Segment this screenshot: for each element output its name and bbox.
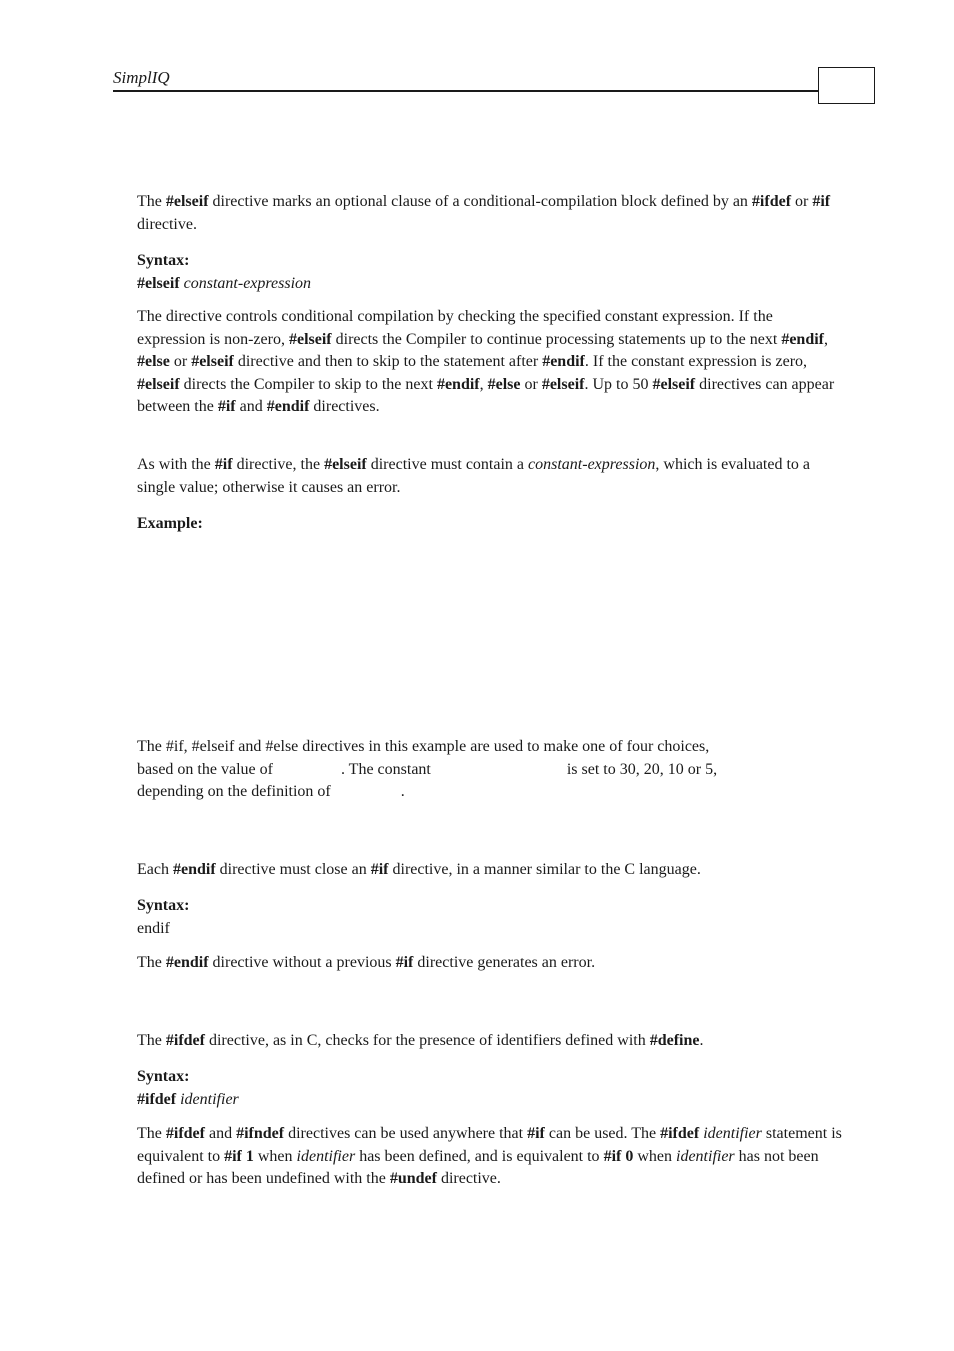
header-title: SimplIQ [113, 68, 170, 87]
elseif-intro: The #elseif directive marks an optional clause of a conditional-compilation block defined by an #ifdef or #if directive. [137, 193, 831, 233]
syntax-line: endif [137, 919, 170, 937]
endif-description: The #endif directive without a previous #if directive generates an error. [137, 954, 596, 971]
endif-intro: Each #endif directive must close an #if directive, in a manner similar to the C language. [137, 861, 701, 878]
syntax-line: #ifdef identifier [137, 1090, 239, 1108]
header-rule [113, 90, 819, 92]
page-number-box [818, 67, 875, 104]
endif-syntax-block [137, 895, 842, 940]
example-explanation: The #if, #elseif and #else directives in this example are used to make one of four choices, based on the value of . The constant is set to 30, 20, 10 or 5, depending on the definition of . [137, 738, 718, 801]
example-label: Example: [137, 515, 203, 532]
syntax-line: #elseif constant-expression [137, 274, 312, 292]
syntax-label: Syntax: [137, 897, 190, 914]
elseif-constant-note: As with the #if directive, the #elseif directive must contain a constant-expression, which is evaluated to a single value; otherwise it causes an error. [137, 456, 811, 496]
syntax-label: Syntax: [137, 1068, 190, 1085]
syntax-label: Syntax: [137, 252, 190, 269]
elseif-description: The directive controls conditional compilation by checking the specified constant expression. If the expression is non-zero, #elseif directs the Compiler to continue processing statements up to the next #endif, #else or #elseif directive and then to skip to the statement after #endif. If the constant expression is zero, #elseif directs the Compiler to skip to the next #endif, #else or #elseif. Up to 50 #elseif directives can appear between the #if and #endif directives. [137, 308, 835, 416]
ifdef-intro: The #ifdef directive, as in C, checks for the presence of identifiers defined with #define. [137, 1032, 704, 1049]
ifdef-description: The #ifdef and #ifndef directives can be used anywhere that #if can be used. The #ifdef identifier statement is equivalent to #if 1 when identifier has been defined, and is equivalent to #if 0 when identifier has not been defined or has been undefined with the #undef directive. [137, 1125, 842, 1188]
ifdef-syntax-block [137, 1066, 842, 1111]
elseif-syntax-block [137, 250, 842, 295]
